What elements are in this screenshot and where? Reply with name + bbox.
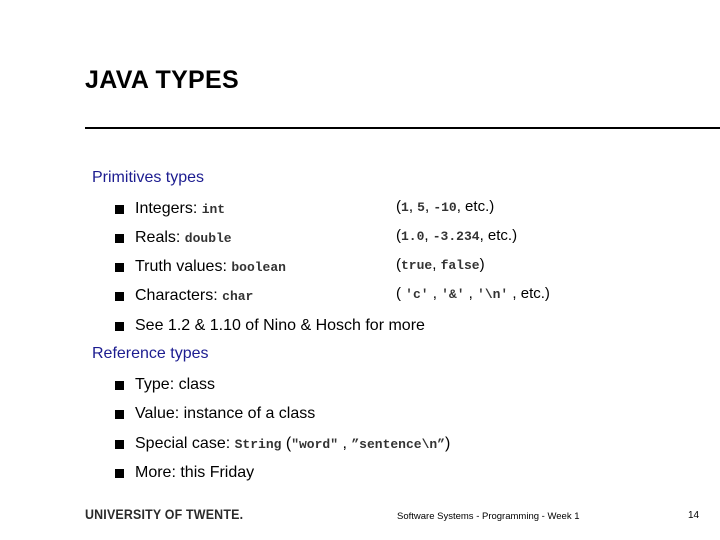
item-label: Reals: xyxy=(135,229,185,246)
bullet-icon xyxy=(114,380,124,389)
item-examples-reals xyxy=(396,227,517,244)
item-examples-characters xyxy=(396,285,550,302)
bullet-icon xyxy=(114,468,124,477)
example-text: ( xyxy=(396,285,406,302)
example-text: , xyxy=(432,256,441,273)
item-examples-integers xyxy=(396,198,494,215)
example-code: 1.0 xyxy=(401,229,425,244)
example-code: 5 xyxy=(417,200,425,215)
item-type-code: boolean xyxy=(231,260,286,275)
item-type-code: double xyxy=(184,231,232,246)
example-text: , etc.) xyxy=(508,285,550,302)
bullet-icon xyxy=(114,321,124,330)
item-examples-truth-values xyxy=(396,256,485,273)
example-text: , xyxy=(424,198,434,215)
example-text: ( xyxy=(396,256,401,273)
bullet-icon xyxy=(114,439,124,448)
bullet-icon xyxy=(114,262,124,271)
bullet-icon xyxy=(114,233,124,242)
bullet-icon xyxy=(114,204,124,213)
list-item-special-case xyxy=(114,433,450,455)
item-label: Truth values: xyxy=(135,258,232,275)
example-text: ) xyxy=(444,435,451,452)
list-item-type xyxy=(114,374,215,396)
example-text: ( xyxy=(281,435,292,452)
university-logo: UNIVERSITY OF TWENTE. xyxy=(85,507,244,522)
list-item-characters xyxy=(114,285,253,307)
item-label: See 1.2 & 1.10 of Nino & Hosch for more xyxy=(135,317,425,334)
section-heading-primitives: Primitives types xyxy=(92,169,205,186)
bullet-icon xyxy=(114,409,124,418)
section-heading-reference: Reference types xyxy=(92,345,209,362)
item-label: Special case: xyxy=(135,435,235,452)
example-code: '&' xyxy=(441,287,465,302)
example-text: , xyxy=(464,285,478,302)
item-label: Characters: xyxy=(135,287,223,304)
item-examples-string xyxy=(281,435,450,452)
item-label: More: this Friday xyxy=(135,464,255,481)
example-code: -10 xyxy=(433,200,457,215)
example-text: , xyxy=(338,435,352,452)
example-code: true xyxy=(401,258,433,273)
example-text: , xyxy=(428,285,442,302)
item-label: Value: instance of a class xyxy=(135,405,316,422)
page-number: 14 xyxy=(688,510,700,521)
item-type-code: String xyxy=(234,437,282,452)
item-type-code: int xyxy=(201,202,226,217)
title-divider xyxy=(85,127,720,129)
list-item-value xyxy=(114,403,315,425)
footer-course: Software Systems - Programming - Week 1 xyxy=(397,511,580,522)
slide-title: JAVA TYPES xyxy=(85,66,239,94)
list-item-truth-values xyxy=(114,256,286,278)
example-text: , etc.) xyxy=(456,198,495,215)
bullet-icon xyxy=(114,291,124,300)
list-item-reals xyxy=(114,227,232,249)
example-code: -3.234 xyxy=(432,229,480,244)
example-text: , xyxy=(408,198,418,215)
item-label: Type: class xyxy=(135,376,216,393)
example-text: , etc.) xyxy=(479,227,518,244)
example-text: , xyxy=(424,227,433,244)
example-text: ( xyxy=(396,227,401,244)
item-type-code: char xyxy=(222,289,254,304)
example-code: 1 xyxy=(401,200,409,215)
example-text: ) xyxy=(479,256,485,273)
example-code: '\n' xyxy=(477,287,509,302)
example-code: "word" xyxy=(291,437,339,452)
list-item-note xyxy=(114,315,425,337)
list-item-integers xyxy=(114,198,225,220)
example-code: 'c' xyxy=(405,287,429,302)
example-code: ”sentence\n” xyxy=(351,437,445,452)
item-label: Integers: xyxy=(135,200,202,217)
example-code: false xyxy=(440,258,480,273)
list-item-more xyxy=(114,462,254,484)
example-text: ( xyxy=(396,198,401,215)
